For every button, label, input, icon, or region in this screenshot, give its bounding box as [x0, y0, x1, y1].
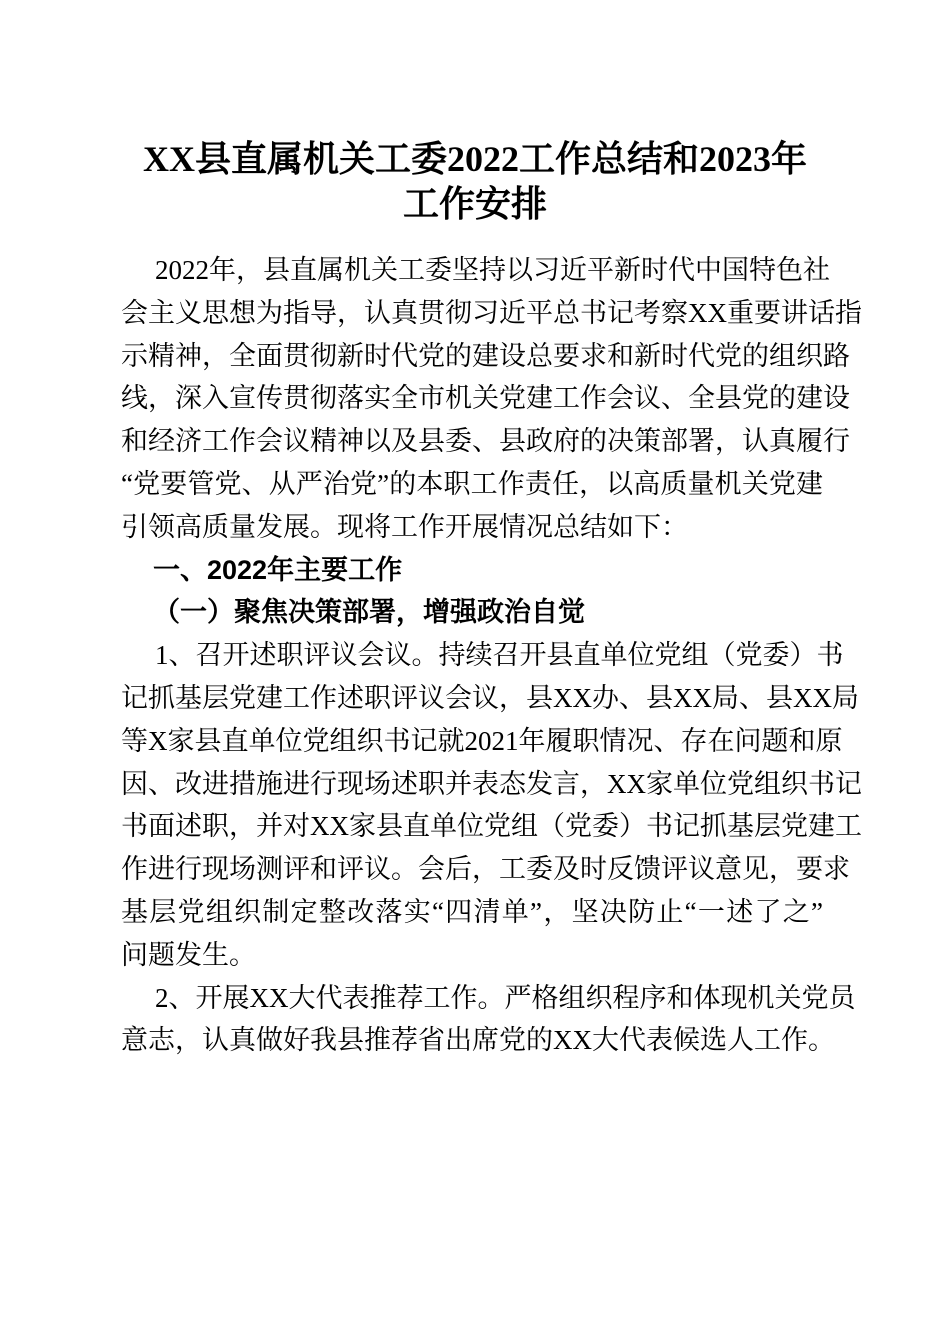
text-line: 引领高质量发展。现将工作开展情况总结如下： — [121, 511, 688, 542]
text-line: 会主义思想为指导，认真贯彻习近平总书记考察XX重要讲话指 — [121, 297, 862, 328]
text-line: “党要管党、从严治党”的本职工作责任，以高质量机关党建 — [121, 468, 823, 499]
title-line-1: XX县直属机关工委2022工作总结和2023年 — [143, 139, 807, 179]
text-line: 意志，认真做好我县推荐省出席党的XX大代表候选人工作。 — [121, 1025, 835, 1056]
item-1-paragraph — [121, 634, 862, 976]
text-line: 作进行现场测评和评议。会后，工委及时反馈评议意见，要求 — [121, 854, 850, 885]
text-line: 因、改进措施进行现场述职并表态发言，XX家单位党组织书记 — [121, 768, 862, 799]
text-line: 基层党组织制定整改落实“四清单”，坚决防止“一述了之” — [121, 896, 823, 927]
intro-paragraph — [121, 249, 862, 549]
document-body — [121, 249, 862, 1062]
text-line: 示精神，全面贯彻新时代党的建设总要求和新时代党的组织路 — [121, 340, 850, 371]
item-2-paragraph — [121, 977, 856, 1063]
text-line: 2022年，县直属机关工委坚持以习近平新时代中国特色社 — [155, 255, 830, 285]
text-line: 1、召开述职评议会议。持续召开县直单位党组（党委）书 — [155, 640, 844, 671]
text-line: 线，深入宣传贯彻落实全市机关党建工作会议、全县党的建设 — [121, 383, 850, 414]
text-line: 问题发生。 — [121, 939, 256, 970]
title-line-2: 工作安排 — [402, 184, 547, 224]
text-line: 等X家县直单位党组织书记就2021年履职情况、存在问题和原 — [121, 725, 843, 756]
text-line: 书面述职，并对XX家县直单位党组（党委）书记抓基层党建工 — [121, 811, 862, 842]
text-line: 2、开展XX大代表推荐工作。严格组织程序和体现机关党员 — [155, 982, 856, 1013]
text-line: 记抓基层党建工作述职评议会议，县XX办、县XX局、县XX局 — [121, 682, 859, 713]
section-heading: 一、2022年主要工作 — [153, 554, 403, 585]
subsection-heading: （一）聚焦决策部署，增强政治自觉 — [153, 597, 585, 628]
text-line: 和经济工作会议精神以及县委、县政府的决策部署，认真履行 — [121, 426, 850, 457]
document-title — [0, 137, 950, 227]
